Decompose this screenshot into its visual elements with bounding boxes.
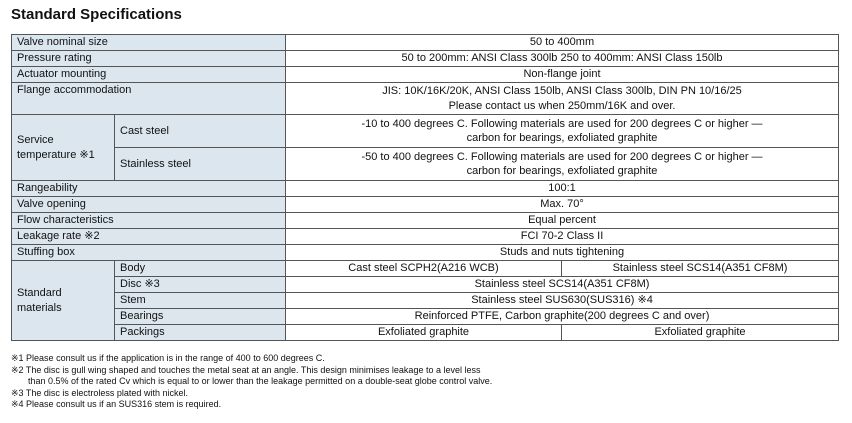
value-line: JIS: 10K/16K/20K, ANSI Class 150lb, ANSI Class 300lb, DIN PN 10/16/25 (382, 85, 742, 97)
row-label: Flow characteristics (12, 213, 286, 229)
table-row (12, 115, 839, 148)
value-line: carbon for bearings, exfoliated graphite (466, 165, 658, 177)
row-label: Leakage rate ※2 (12, 229, 286, 245)
row-value: Max. 70° (286, 197, 839, 213)
row-value (286, 83, 839, 115)
table-row (12, 325, 839, 341)
row-value: Cast steel SCPH2(A216 WCB) (286, 261, 562, 277)
row-value: Studs and nuts tightening (286, 245, 839, 261)
value-line: -50 to 400 degrees C. Following materials are used for 200 degrees C or higher — (361, 150, 763, 163)
row-value (286, 148, 839, 181)
group-label-standard-materials (12, 261, 115, 341)
table-row (12, 261, 839, 277)
row-value: Stainless steel SCS14(A351 CF8M) (562, 261, 839, 277)
row-value: FCI 70-2 Class II (286, 229, 839, 245)
sub-label: Body (115, 261, 286, 277)
row-value: Exfoliated graphite (562, 325, 839, 341)
table-row (12, 213, 839, 229)
page-title: Standard Specifications (11, 6, 182, 23)
table-row (12, 293, 839, 309)
table-row (12, 67, 839, 83)
row-value: Non-flange joint (286, 67, 839, 83)
row-label: Pressure rating (12, 51, 286, 67)
specifications-table (11, 34, 839, 341)
row-value: 50 to 400mm (286, 35, 839, 51)
row-label: Valve opening (12, 197, 286, 213)
row-value: 100:1 (286, 181, 839, 197)
table-row (12, 83, 839, 115)
sub-label: Cast steel (115, 115, 286, 148)
table-row (12, 181, 839, 197)
sub-label: Packings (115, 325, 286, 341)
value-line: Please contact us when 250mm/16K and over. (448, 99, 676, 112)
table-row (12, 197, 839, 213)
sub-label: Bearings (115, 309, 286, 325)
table-row (12, 277, 839, 293)
sub-label: Stainless steel (115, 148, 286, 181)
row-value: 50 to 200mm: ANSI Class 300lb 250 to 400mm: ANSI Class 150lb (286, 51, 839, 67)
footnote: than 0.5% of the rated Cv which is equal to or lower than the leakage permitted on a double-seat globe control valve. (28, 376, 493, 386)
row-value (286, 115, 839, 148)
value-line: -10 to 400 degrees C. Following materials are used for 200 degrees C or higher — (361, 117, 763, 130)
row-value: Exfoliated graphite (286, 325, 562, 341)
table-row (12, 51, 839, 67)
footnote: ※2 The disc is gull wing shaped and touches the metal seat at an angle. This design minimises leakage to a level less (11, 364, 481, 375)
row-label: Rangeability (12, 181, 286, 197)
row-label: Actuator mounting (12, 67, 286, 83)
table-row (12, 229, 839, 245)
footnote: ※1 Please consult us if the application is in the range of 400 to 600 degrees C. (11, 353, 325, 363)
table-row (12, 245, 839, 261)
row-value: Stainless steel SUS630(SUS316) ※4 (286, 293, 839, 309)
row-label: Flange accommodation (12, 83, 286, 115)
row-value: Stainless steel SCS14(A351 CF8M) (286, 277, 839, 293)
row-value: Equal percent (286, 213, 839, 229)
sub-label: Disc ※3 (115, 277, 286, 293)
group-label-service-temperature (12, 115, 115, 181)
label-line: Standard (17, 287, 62, 299)
sub-label: Stem (115, 293, 286, 309)
row-label: Stuffing box (12, 245, 286, 261)
footnote: ※4 Please consult us if an SUS316 stem is required. (11, 399, 222, 409)
row-value: Reinforced PTFE, Carbon graphite(200 degrees C and over) (286, 309, 839, 325)
footnotes (11, 353, 492, 411)
label-line: temperature ※1 (17, 148, 95, 161)
footnote: ※3 The disc is electroless plated with nickel. (11, 387, 188, 398)
label-line: Service (17, 134, 54, 146)
label-line: materials (17, 301, 62, 314)
table-row (12, 148, 839, 181)
value-line: carbon for bearings, exfoliated graphite (466, 132, 658, 144)
row-label: Valve nominal size (12, 35, 286, 51)
table-row (12, 309, 839, 325)
table-row (12, 35, 839, 51)
